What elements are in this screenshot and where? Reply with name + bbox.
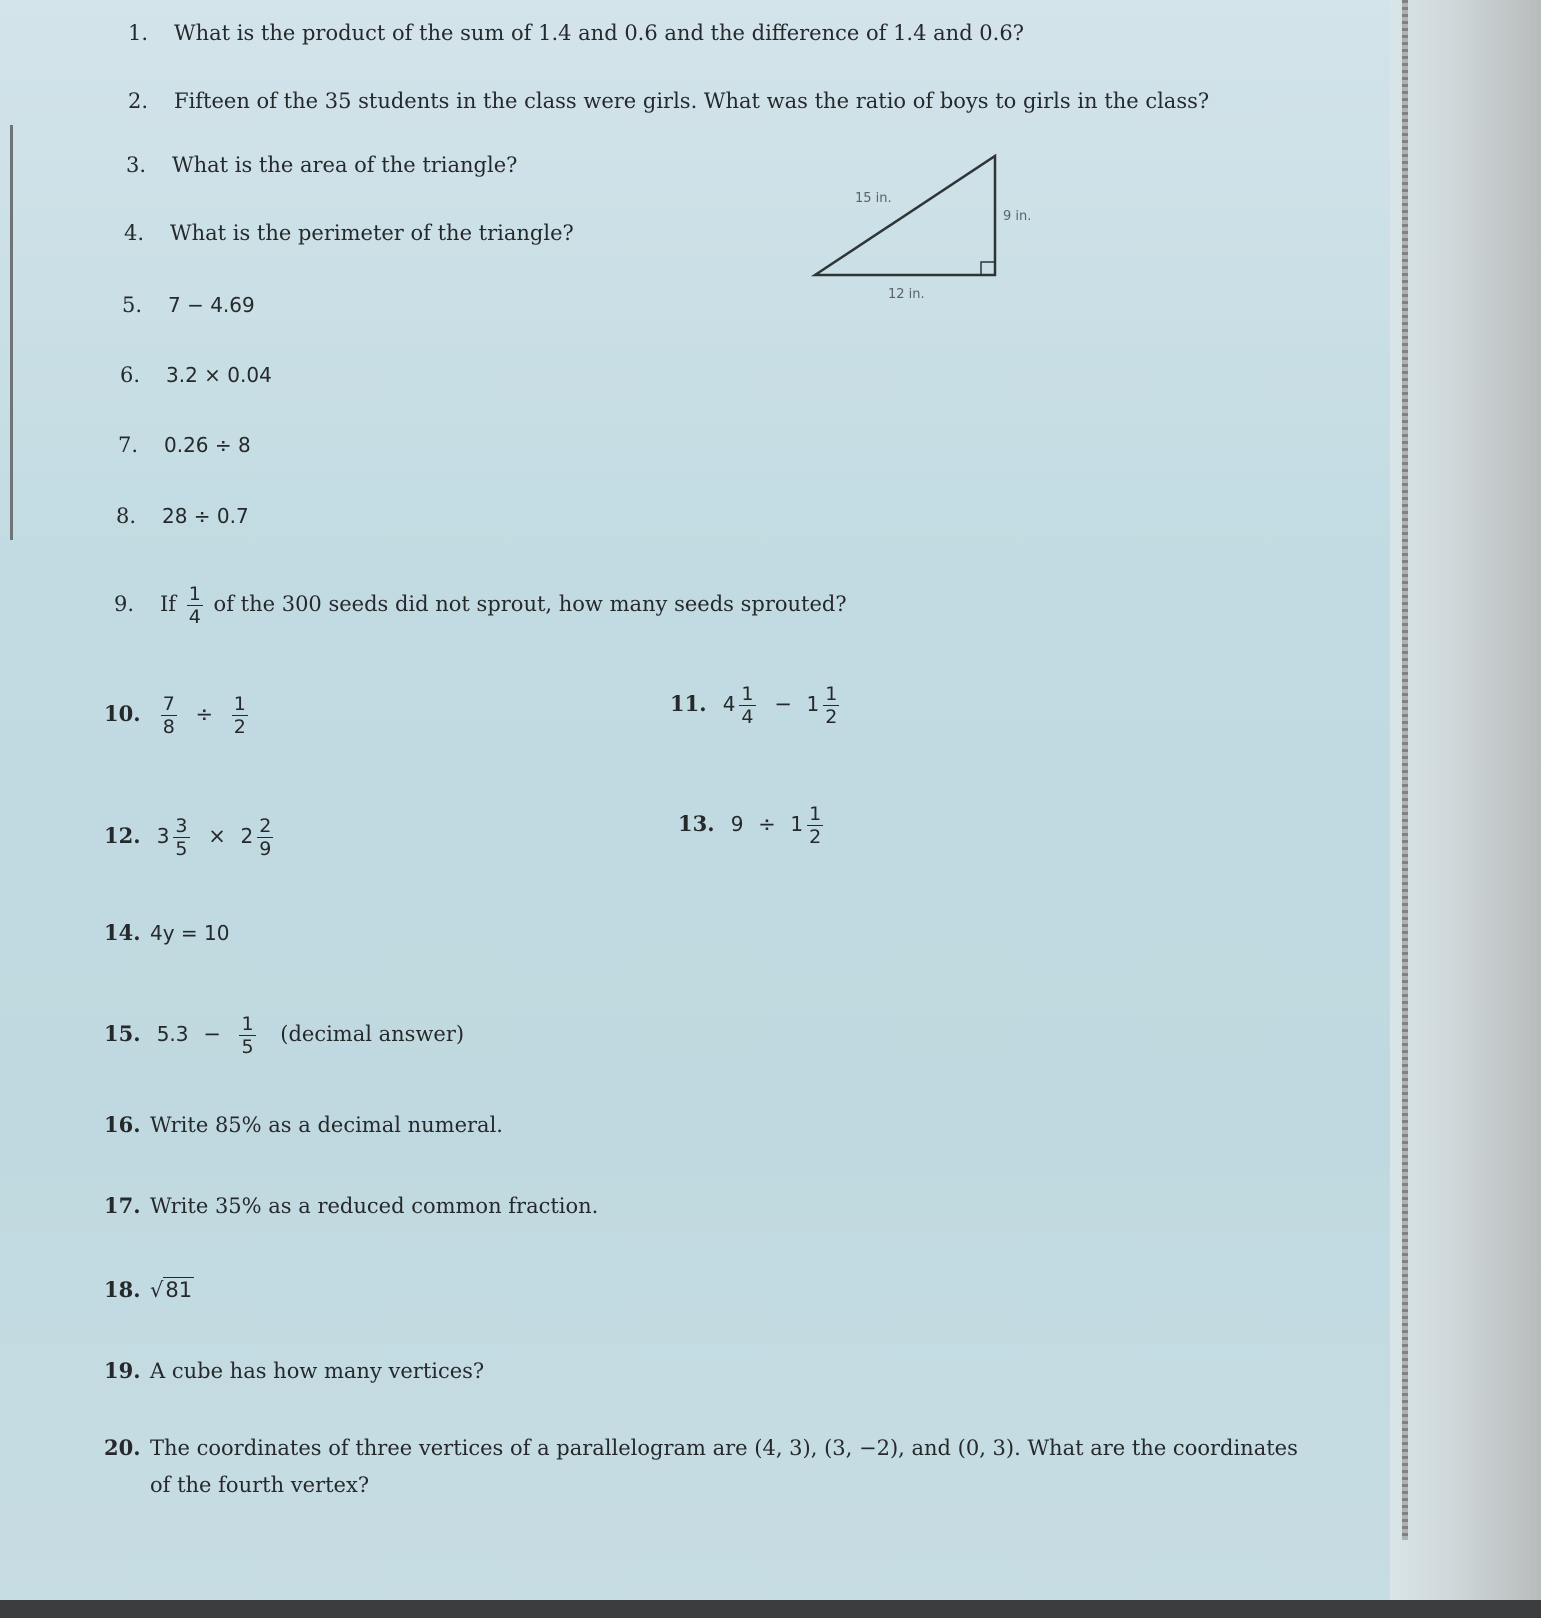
minuend: 5.3 (156, 1022, 189, 1046)
page-edge-texture (1402, 0, 1408, 1540)
question-text-line-1: The coordinates of three vertices of a parallelogram are (4, 3), (3, −2), and (0, 3). What are the coordinates (150, 1436, 1298, 1460)
question-15 (104, 1013, 464, 1058)
question-text-line-2: of the fourth vertex? (150, 1473, 370, 1497)
operator: × (208, 824, 226, 848)
question-number: 20. (104, 1435, 141, 1460)
whole-a: 3 (156, 824, 170, 848)
question-number: 6. (120, 363, 141, 387)
fraction-a (173, 815, 189, 860)
fraction-b (257, 815, 273, 860)
question-post-text: of the 300 seeds did not sprout, how many seeds sprouted? (213, 592, 847, 616)
question-text: What is the product of the sum of 1.4 and 0.6 and the difference of 1.4 and 0.6? (174, 21, 1024, 45)
question-text: Write 35% as a reduced common fraction. (150, 1194, 599, 1218)
question-number: 1. (128, 21, 149, 45)
fraction-b (807, 803, 823, 848)
question-expression: 4y = 10 (150, 921, 230, 945)
question-expression: 7 − 4.69 (168, 293, 255, 317)
fraction-a (739, 683, 755, 728)
page-left-border (10, 125, 13, 540)
base-label: 12 in. (888, 287, 925, 302)
triangle-shape (815, 156, 995, 275)
question-number: 19. (104, 1358, 141, 1383)
whole-a: 4 (722, 692, 736, 716)
height-label: 9 in. (1003, 209, 1032, 224)
hypotenuse-label: 15 in. (855, 191, 892, 206)
question-13 (678, 803, 827, 848)
dividend: 9 (730, 812, 744, 836)
denominator: 9 (259, 838, 272, 860)
numerator: 1 (241, 1013, 254, 1035)
question-1 (128, 20, 1024, 46)
underlying-page-edge (1390, 0, 1541, 1618)
question-10 (104, 693, 252, 738)
numerator: 1 (809, 803, 822, 825)
fraction-a (161, 693, 177, 738)
numerator: 7 (162, 693, 175, 715)
question-number: 17. (104, 1193, 141, 1218)
question-text: What is the area of the triangle? (172, 153, 518, 177)
operator: − (203, 1022, 221, 1046)
numerator: 2 (259, 815, 272, 837)
question-8 (116, 503, 249, 529)
whole-b: 2 (240, 824, 254, 848)
question-number: 8. (116, 504, 137, 528)
question-14 (104, 920, 229, 946)
whole-b: 1 (806, 692, 820, 716)
question-12 (104, 815, 277, 860)
question-text: A cube has how many vertices? (150, 1359, 485, 1383)
question-5 (122, 292, 255, 318)
denominator: 8 (162, 716, 175, 738)
operator: ÷ (758, 812, 776, 836)
question-20 (104, 1435, 1298, 1461)
numerator: 1 (741, 683, 754, 705)
question-number: 4. (124, 221, 145, 245)
question-number: 11. (670, 691, 707, 716)
denominator: 5 (175, 838, 188, 860)
question-expression: 28 ÷ 0.7 (162, 504, 249, 528)
question-number: 10. (104, 701, 141, 726)
question-19 (104, 1358, 484, 1384)
question-expression: 0.26 ÷ 8 (164, 433, 251, 457)
question-number: 14. (104, 920, 141, 945)
whole-b: 1 (790, 812, 804, 836)
question-17 (104, 1193, 598, 1219)
denominator: 2 (809, 826, 822, 848)
question-20-continued (150, 1472, 369, 1498)
question-note: (decimal answer) (280, 1022, 465, 1046)
question-2 (128, 88, 1209, 114)
question-6 (120, 362, 272, 388)
operator: ÷ (195, 702, 214, 726)
question-16 (104, 1112, 503, 1138)
question-number: 16. (104, 1112, 141, 1137)
question-3 (126, 152, 517, 178)
question-text: Fifteen of the 35 students in the class were girls. What was the ratio of boys to girls in the class? (174, 89, 1210, 113)
question-18 (104, 1277, 194, 1303)
question-11 (670, 683, 843, 728)
question-7 (118, 432, 251, 458)
denominator: 4 (741, 706, 754, 728)
question-number: 15. (104, 1021, 141, 1046)
fraction-b (823, 683, 839, 728)
numerator: 1 (188, 583, 201, 605)
numerator: 3 (175, 815, 188, 837)
question-number: 13. (678, 811, 715, 836)
denominator: 2 (233, 716, 246, 738)
question-number: 12. (104, 823, 141, 848)
question-9 (114, 583, 847, 628)
numerator: 1 (233, 693, 246, 715)
question-number: 2. (128, 89, 149, 113)
denominator: 4 (188, 606, 201, 628)
question-number: 9. (114, 592, 135, 616)
operator: − (774, 692, 792, 716)
fraction (239, 1013, 255, 1058)
fraction-b (232, 693, 248, 738)
question-text: What is the perimeter of the triangle? (170, 221, 574, 245)
question-4 (124, 220, 574, 246)
question-number: 3. (126, 153, 147, 177)
question-number: 7. (118, 433, 139, 457)
bottom-background-strip (0, 1600, 1541, 1618)
question-expression: 3.2 × 0.04 (166, 363, 272, 387)
question-number: 5. (122, 293, 143, 317)
numerator: 1 (825, 683, 838, 705)
fraction (187, 583, 203, 628)
question-pre-text: If (160, 592, 177, 616)
right-triangle-figure (800, 150, 1040, 310)
radicand: 81 (165, 1278, 193, 1302)
denominator: 5 (241, 1036, 254, 1058)
question-text: Write 85% as a decimal numeral. (150, 1113, 503, 1137)
question-number: 18. (104, 1277, 141, 1302)
right-angle-mark (981, 262, 995, 275)
denominator: 2 (825, 706, 838, 728)
square-root: √81 (150, 1278, 193, 1302)
